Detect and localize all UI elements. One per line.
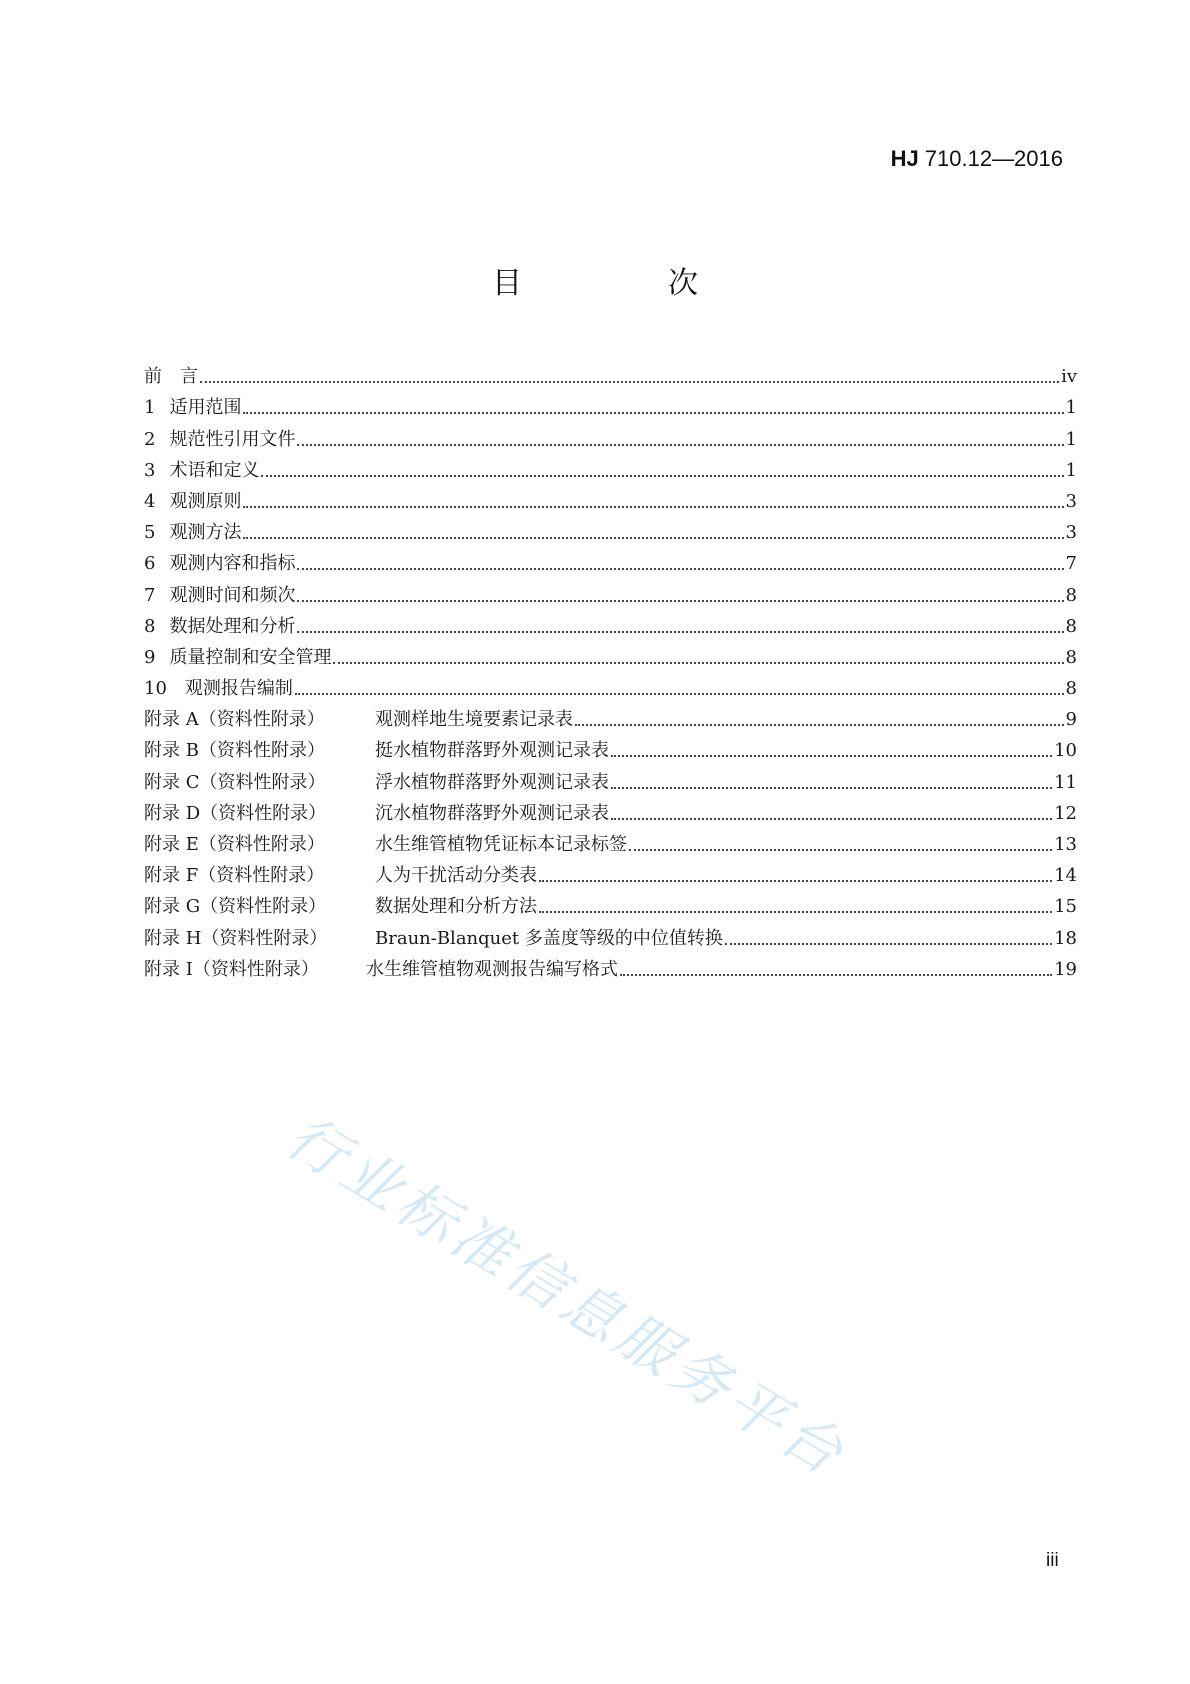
dot-leader <box>611 787 1052 789</box>
toc-item-label: 质量控制和安全管理 <box>169 646 332 668</box>
appendix-page: 18 <box>1054 927 1077 949</box>
appendix-label: 水生维管植物观测报告编写格式 <box>366 958 618 980</box>
toc-item-page: 8 <box>1065 678 1077 700</box>
dot-leader <box>297 631 1063 633</box>
appendix-page: 14 <box>1054 865 1077 887</box>
toc-item-number: 6 <box>144 553 156 575</box>
dot-leader <box>611 755 1052 757</box>
dot-leader <box>297 444 1063 446</box>
toc-item-page: iv <box>1061 366 1077 388</box>
toc-item-3[interactable] <box>144 452 1077 483</box>
toc-item-page: 1 <box>1065 428 1077 450</box>
toc-item-6[interactable] <box>144 545 1077 576</box>
standard-code <box>891 146 1063 172</box>
watermark-text: 行业标准信息服务平台 <box>274 1102 859 1491</box>
dot-leader <box>297 600 1063 602</box>
dot-leader <box>261 475 1063 477</box>
toc-item-label: 前 言 <box>144 366 198 388</box>
dot-leader <box>243 506 1063 508</box>
appendix-label: 浮水植物群落野外观测记录表 <box>375 771 609 793</box>
appendix-label: 水生维管植物凭证标本记录标签 <box>375 834 627 855</box>
dot-leader <box>539 911 1052 913</box>
appendix-page: 10 <box>1054 740 1077 762</box>
appendix-label: 观测样地生境要素记录表 <box>375 709 573 731</box>
appendix-page: 15 <box>1054 896 1077 918</box>
toc-appendix-f[interactable] <box>144 857 1077 888</box>
toc-item-8[interactable] <box>144 608 1077 639</box>
toc-item-number: 2 <box>144 428 156 450</box>
toc-item-page: 1 <box>1065 397 1077 419</box>
toc-item-page: 8 <box>1065 646 1077 668</box>
toc-item-label: 观测报告编制 <box>184 678 293 700</box>
appendix-heading: 附录 D（资料性附录） <box>144 802 327 824</box>
toc-appendix-e[interactable] <box>144 826 1077 857</box>
dot-leader <box>575 724 1064 726</box>
standard-prefix: HJ <box>890 146 919 171</box>
appendix-page: 12 <box>1054 802 1077 824</box>
toc-item-number: 1 <box>144 397 156 419</box>
toc-appendix-c[interactable] <box>144 763 1077 794</box>
appendix-page: 19 <box>1054 958 1077 980</box>
toc-item-page: 1 <box>1065 459 1077 481</box>
toc-item-number: 9 <box>144 646 156 668</box>
toc-item-page: 3 <box>1065 490 1077 512</box>
toc-appendix-h[interactable] <box>144 919 1077 950</box>
appendix-page: 13 <box>1054 834 1077 855</box>
toc-item-label: 规范性引用文件 <box>169 428 296 450</box>
dot-leader <box>200 381 1059 383</box>
appendix-label: 沉水植物群落野外观测记录表 <box>375 802 609 824</box>
toc-item-label: 观测方法 <box>169 522 242 544</box>
toc-item-number: 5 <box>144 522 156 544</box>
toc-item-number: 3 <box>144 459 156 481</box>
appendix-heading: 附录 F（资料性附录） <box>144 865 325 887</box>
toc-appendix-d[interactable] <box>144 795 1077 826</box>
dot-leader <box>243 537 1063 539</box>
toc-appendix-g[interactable] <box>144 888 1077 919</box>
toc-item-label: 观测时间和频次 <box>169 584 296 606</box>
toc-item-2[interactable] <box>144 420 1077 451</box>
appendix-label: Braun-Blanquet 多盖度等级的中位值转换 <box>375 927 723 949</box>
toc-item-page: 7 <box>1065 553 1077 575</box>
dot-leader <box>725 943 1052 945</box>
dot-leader <box>539 880 1052 882</box>
appendix-heading: 附录 E（资料性附录） <box>144 834 325 855</box>
page-title: 目 次 <box>492 266 756 301</box>
dot-leader <box>243 412 1063 414</box>
toc-appendix-a[interactable] <box>144 701 1077 732</box>
dot-leader <box>333 662 1063 664</box>
appendix-label: 数据处理和分析方法 <box>375 896 537 918</box>
dot-leader <box>629 849 1052 851</box>
toc-item-number: 4 <box>144 490 156 512</box>
toc-item-label: 数据处理和分析 <box>169 615 296 637</box>
toc-item-9[interactable] <box>144 639 1077 670</box>
appendix-heading: 附录 I（资料性附录） <box>144 958 319 980</box>
toc-item-7[interactable] <box>144 576 1077 607</box>
appendix-page: 11 <box>1054 771 1077 793</box>
toc-item-4[interactable] <box>144 483 1077 514</box>
dot-leader <box>620 974 1052 976</box>
toc-item-1[interactable] <box>144 389 1077 420</box>
appendix-page: 9 <box>1065 709 1077 731</box>
dot-leader <box>611 818 1052 820</box>
toc-appendix-i[interactable] <box>144 951 1077 982</box>
toc-item-number: 10 <box>144 678 167 700</box>
toc-item-number: 7 <box>144 584 156 606</box>
toc-item-page: 8 <box>1065 615 1077 637</box>
toc-item-foreword[interactable] <box>144 358 1077 389</box>
toc-item-number: 8 <box>144 615 156 637</box>
appendix-heading: 附录 B（资料性附录） <box>144 740 325 762</box>
toc-item-page: 3 <box>1065 522 1077 544</box>
toc-item-label: 术语和定义 <box>169 459 260 481</box>
appendix-heading: 附录 A（资料性附录） <box>144 709 325 731</box>
table-of-contents <box>144 358 1077 982</box>
toc-item-5[interactable] <box>144 514 1077 545</box>
toc-item-label: 适用范围 <box>169 397 242 419</box>
standard-number: 710.12—2016 <box>924 146 1063 171</box>
dot-leader <box>297 568 1063 570</box>
appendix-label: 挺水植物群落野外观测记录表 <box>375 740 609 762</box>
toc-item-page: 8 <box>1065 584 1077 606</box>
toc-item-label: 观测内容和指标 <box>169 553 296 575</box>
appendix-heading: 附录 H（资料性附录） <box>144 927 328 949</box>
appendix-label: 人为干扰活动分类表 <box>375 865 537 887</box>
toc-item-label: 观测原则 <box>169 490 242 512</box>
toc-item-10[interactable] <box>144 670 1077 701</box>
appendix-heading: 附录 G（资料性附录） <box>144 896 327 918</box>
toc-appendix-b[interactable] <box>144 732 1077 763</box>
appendix-heading: 附录 C（资料性附录） <box>144 771 326 793</box>
page-number: iii <box>1046 1550 1059 1571</box>
dot-leader <box>295 693 1064 695</box>
